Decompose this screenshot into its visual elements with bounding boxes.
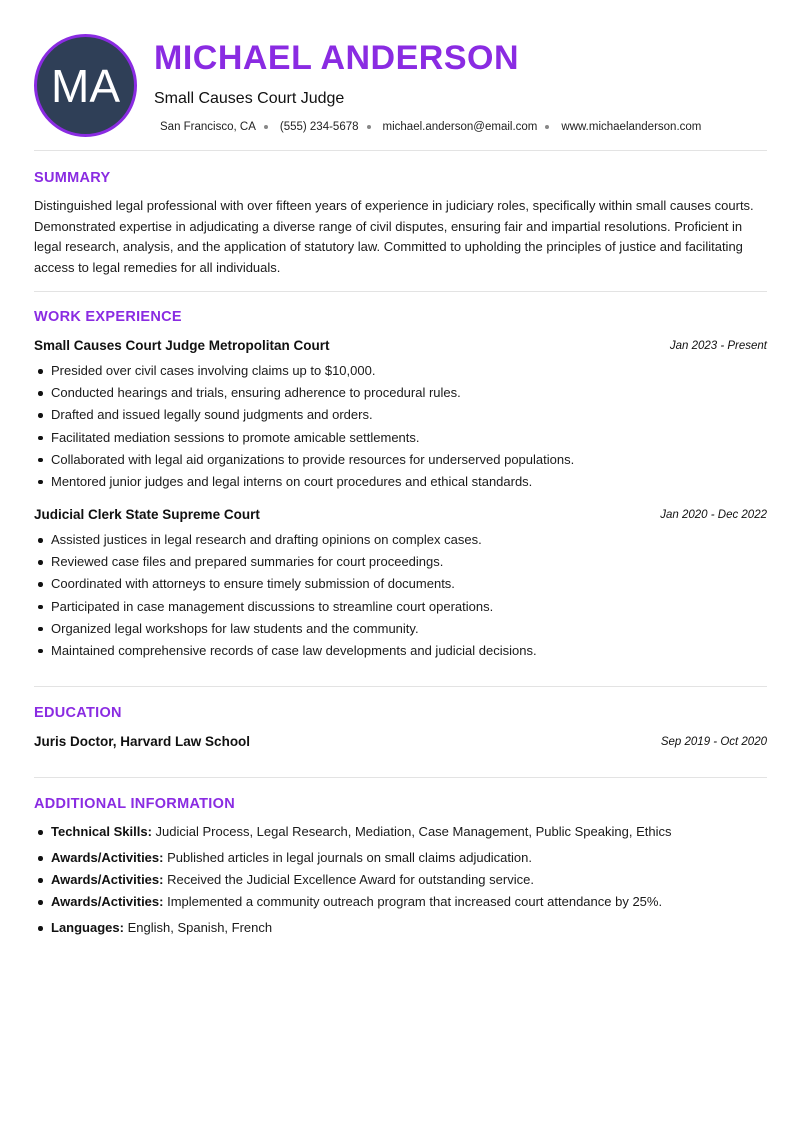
separator-dot — [264, 125, 268, 129]
candidate-name: MICHAEL ANDERSON — [154, 39, 520, 77]
info-value: Published articles in legal journals on small claims adjudication. — [163, 850, 532, 865]
job-date: Jan 2020 - Dec 2022 — [660, 509, 767, 521]
list-item: Coordinated with attorneys to ensure timely submission of documents. — [34, 575, 767, 597]
info-value: Judicial Process, Legal Research, Mediation, Case Management, Public Speaking, Ethics — [151, 824, 672, 839]
additional-heading: ADDITIONAL INFORMATION — [34, 796, 235, 812]
list-item — [34, 849, 767, 867]
list-item — [34, 823, 767, 841]
info-label: Technical Skills: — [51, 824, 152, 839]
avatar — [34, 34, 137, 137]
job-header — [34, 507, 767, 525]
list-item: Facilitated mediation sessions to promote amicable settlements. — [34, 429, 767, 451]
list-item — [34, 871, 767, 889]
list-item: Presided over civil cases involving claims up to $10,000. — [34, 362, 767, 384]
education-date: Sep 2019 - Oct 2020 — [660, 736, 767, 748]
info-label: Awards/Activities: — [51, 872, 164, 887]
separator-dot — [545, 125, 549, 129]
list-item: Assisted justices in legal research and drafting opinions on complex cases. — [34, 531, 767, 553]
contact-email[interactable]: michael.anderson@email.com — [382, 121, 538, 133]
section-divider — [34, 291, 767, 292]
contact-location: San Francisco, CA — [160, 121, 256, 133]
resume-header — [34, 34, 767, 138]
list-item: Organized legal workshops for law students and the community. — [34, 620, 767, 642]
list-item: Drafted and issued legally sound judgments and orders. — [34, 406, 767, 428]
contact-phone: (555) 234-5678 — [279, 121, 359, 133]
contact-website[interactable]: www.michaelanderson.com — [561, 121, 702, 133]
info-value: English, Spanish, French — [123, 920, 273, 935]
list-item: Collaborated with legal aid organizations to provide resources for underserved populations. — [34, 451, 767, 473]
info-label: Languages: — [51, 920, 124, 935]
info-label: Awards/Activities: — [51, 850, 164, 865]
job-role: Judicial Clerk State Supreme Court — [34, 507, 260, 522]
job-bullets — [34, 531, 767, 664]
info-label: Awards/Activities: — [51, 894, 164, 909]
education-heading: EDUCATION — [34, 705, 122, 721]
list-item: Participated in case management discussions to streamline court operations. — [34, 598, 767, 620]
list-item: Reviewed case files and prepared summaries for court proceedings. — [34, 553, 767, 575]
summary-heading: SUMMARY — [34, 170, 111, 186]
avatar-initials: MA — [51, 59, 120, 112]
list-item — [34, 893, 767, 911]
summary-text: Distinguished legal professional with over fifteen years of experience in judiciary roles, specifically within small causes courts. Demonstrated expertise in adjudicating a diverse range of civil disputes, ensuring fair and impartial resolutions. Proficient in legal research, analysis, and the application of statutory law. Committed to upholding the principles of justice and facilitating access to legal remedies for all individuals. — [34, 198, 754, 275]
education-entry — [34, 734, 767, 752]
additional-list — [34, 823, 767, 937]
contact-line — [160, 121, 701, 133]
candidate-title: Small Causes Court Judge — [154, 90, 345, 107]
section-divider — [34, 686, 767, 687]
list-item: Conducted hearings and trials, ensuring adherence to procedural rules. — [34, 384, 767, 406]
separator-dot — [367, 125, 371, 129]
job-bullets — [34, 362, 767, 495]
list-item: Mentored junior judges and legal interns on court procedures and ethical standards. — [34, 473, 767, 495]
info-value: Received the Judicial Excellence Award for outstanding service. — [163, 872, 534, 887]
job-role: Small Causes Court Judge Metropolitan Court — [34, 338, 330, 353]
education-degree: Juris Doctor, Harvard Law School — [34, 734, 251, 749]
job-date: Jan 2023 - Present — [669, 340, 767, 352]
experience-heading: WORK EXPERIENCE — [34, 309, 182, 325]
info-value: Implemented a community outreach program that increased court attendance by 25%. — [163, 894, 663, 909]
section-divider — [34, 777, 767, 778]
list-item — [34, 919, 767, 937]
section-divider — [34, 150, 767, 151]
list-item: Maintained comprehensive records of case law developments and judicial decisions. — [34, 642, 767, 664]
job-header — [34, 338, 767, 356]
